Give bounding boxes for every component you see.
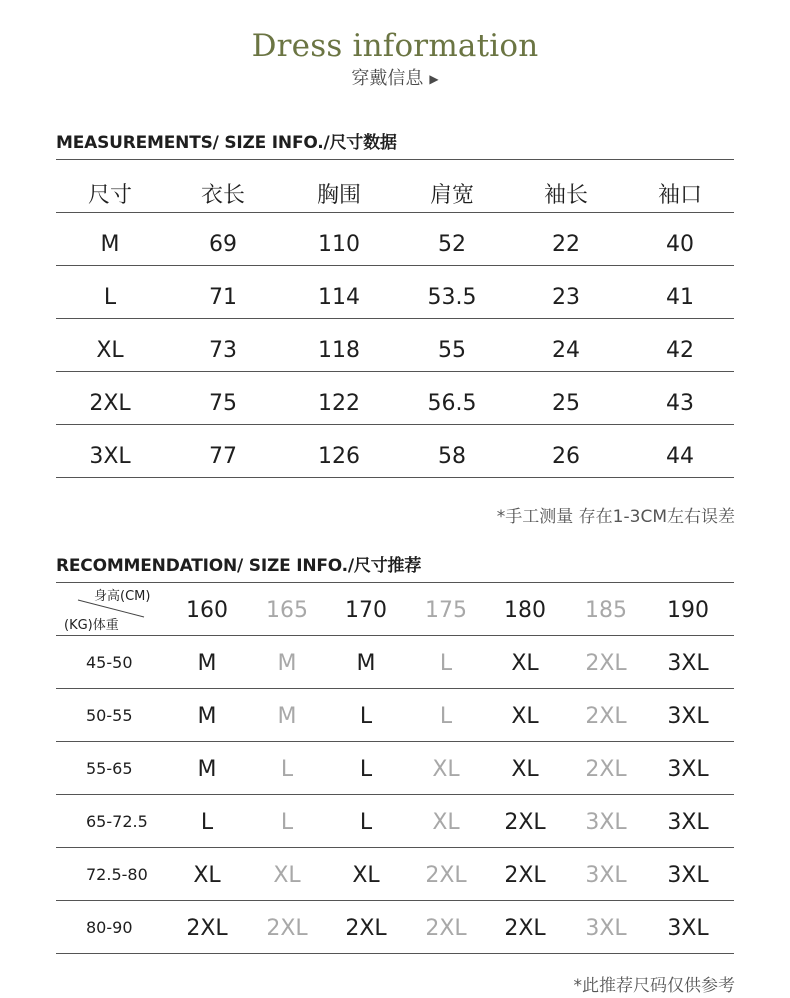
size-cell: XL [511, 757, 539, 782]
height-column-header: 185 [585, 598, 627, 623]
size-cell: L [439, 651, 453, 676]
size-cell: 2XL [266, 916, 308, 941]
measurements-heading: MEASUREMENTS/ SIZE INFO./尺寸数据 [56, 133, 397, 153]
height-column-header: 170 [345, 598, 387, 623]
size-label: XL [96, 338, 124, 363]
table-cell: 44 [666, 444, 694, 469]
row-rule [56, 741, 734, 742]
weight-axis-label: (KG)体重 [64, 618, 119, 633]
size-cell: 2XL [585, 757, 627, 782]
size-cell: 3XL [667, 704, 709, 729]
table-cell: 77 [209, 444, 237, 469]
weight-label: 50-55 [86, 706, 133, 725]
size-cell: M [277, 704, 297, 729]
table-cell: 23 [552, 285, 580, 310]
weight-label: 45-50 [86, 653, 133, 672]
header-rule [56, 212, 734, 213]
recommendation-heading: RECOMMENDATION/ SIZE INFO./尺寸推荐 [56, 556, 422, 576]
recommendation-note: *此推荐尺码仅供参考 [573, 976, 735, 996]
weight-label: 55-65 [86, 759, 133, 778]
table-cell: 25 [552, 391, 580, 416]
height-column-header: 165 [266, 598, 308, 623]
header-rule [56, 635, 734, 636]
table-cell: 41 [666, 285, 694, 310]
table-cell: 126 [318, 444, 360, 469]
row-rule [56, 371, 734, 372]
table-cell: 43 [666, 391, 694, 416]
row-rule [56, 900, 734, 901]
size-cell: 3XL [667, 757, 709, 782]
table-top-rule [56, 582, 734, 583]
weight-label: 72.5-80 [86, 865, 148, 884]
size-cell: 3XL [585, 863, 627, 888]
size-cell: 2XL [345, 916, 387, 941]
table-corner-cell [56, 583, 166, 635]
row-rule [56, 318, 734, 319]
row-rule [56, 953, 734, 954]
row-rule [56, 794, 734, 795]
column-header: 衣长 [200, 183, 246, 208]
size-cell: XL [432, 757, 460, 782]
size-cell: 2XL [504, 916, 546, 941]
height-column-header: 190 [667, 598, 709, 623]
size-cell: L [200, 810, 214, 835]
size-cell: 3XL [667, 916, 709, 941]
row-rule [56, 265, 734, 266]
table-cell: 75 [209, 391, 237, 416]
size-cell: 2XL [504, 810, 546, 835]
size-cell: L [359, 757, 373, 782]
size-cell: M [197, 757, 217, 782]
size-cell: L [280, 757, 294, 782]
column-header: 袖长 [543, 183, 589, 208]
size-cell: M [356, 651, 376, 676]
size-cell: XL [352, 863, 380, 888]
size-cell: 3XL [585, 810, 627, 835]
size-label: M [100, 232, 120, 257]
row-rule [56, 688, 734, 689]
column-header: 肩宽 [429, 183, 475, 208]
table-cell: 73 [209, 338, 237, 363]
table-cell: 26 [552, 444, 580, 469]
size-cell: M [197, 651, 217, 676]
table-cell: 22 [552, 232, 580, 257]
table-cell: 69 [209, 232, 237, 257]
size-cell: 2XL [504, 863, 546, 888]
table-cell: 24 [552, 338, 580, 363]
weight-label: 65-72.5 [86, 812, 148, 831]
table-top-rule [56, 159, 734, 160]
size-cell: L [439, 704, 453, 729]
size-cell: XL [511, 704, 539, 729]
play-arrow-icon: ▶ [429, 72, 439, 86]
table-cell: 122 [318, 391, 360, 416]
row-rule [56, 477, 734, 478]
size-cell: 2XL [425, 916, 467, 941]
subtitle-text: 穿戴信息 [351, 68, 424, 89]
size-cell: L [359, 704, 373, 729]
column-header: 袖口 [657, 183, 703, 208]
size-cell: XL [511, 651, 539, 676]
size-cell: M [197, 704, 217, 729]
size-label: 3XL [89, 444, 131, 469]
weight-label: 80-90 [86, 918, 133, 937]
table-cell: 52 [438, 232, 466, 257]
size-label: 2XL [89, 391, 131, 416]
height-column-header: 180 [504, 598, 546, 623]
size-cell: 2XL [186, 916, 228, 941]
size-cell: XL [193, 863, 221, 888]
height-axis-label: 身高(CM) [94, 589, 151, 604]
size-cell: 3XL [585, 916, 627, 941]
size-cell: L [359, 810, 373, 835]
page-title: Dress information [251, 28, 539, 64]
table-cell: 55 [438, 338, 466, 363]
measurements-note: *手工测量 存在1-3CM左右误差 [496, 507, 735, 527]
row-rule [56, 847, 734, 848]
table-cell: 71 [209, 285, 237, 310]
column-header: 尺寸 [87, 183, 133, 208]
size-cell: L [280, 810, 294, 835]
table-cell: 114 [318, 285, 360, 310]
table-cell: 56.5 [427, 391, 477, 416]
size-cell: M [277, 651, 297, 676]
size-cell: 2XL [585, 704, 627, 729]
size-label: L [103, 285, 117, 310]
size-cell: 3XL [667, 863, 709, 888]
height-column-header: 160 [186, 598, 228, 623]
table-cell: 53.5 [427, 285, 477, 310]
size-cell: XL [432, 810, 460, 835]
height-column-header: 175 [425, 598, 467, 623]
size-cell: 2XL [425, 863, 467, 888]
table-cell: 58 [438, 444, 466, 469]
table-cell: 40 [666, 232, 694, 257]
size-cell: 2XL [585, 651, 627, 676]
table-cell: 42 [666, 338, 694, 363]
row-rule [56, 424, 734, 425]
column-header: 胸围 [316, 183, 362, 208]
table-cell: 118 [318, 338, 360, 363]
table-cell: 110 [318, 232, 360, 257]
page-subtitle [0, 64, 790, 90]
size-cell: 3XL [667, 651, 709, 676]
size-cell: 3XL [667, 810, 709, 835]
size-cell: XL [273, 863, 301, 888]
